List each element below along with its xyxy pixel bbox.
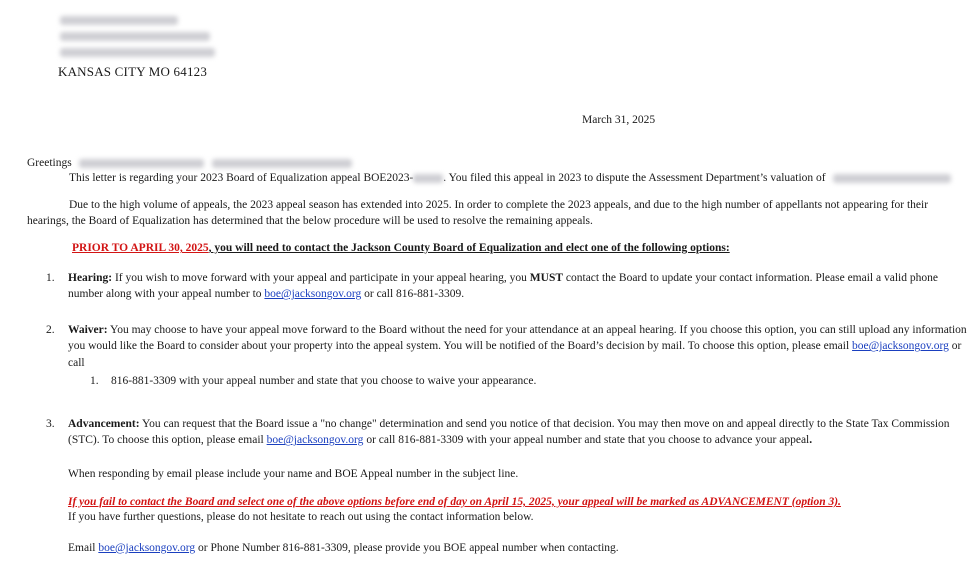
address-city-line: KANSAS CITY MO 64123: [58, 64, 208, 79]
deadline-text: , you will need to contact the Jackson County Board of Equalization and elect one of the following options:: [208, 242, 730, 254]
contact-prefix: Email: [68, 542, 99, 554]
option-2-title: Waiver:: [68, 324, 108, 336]
context-paragraph: Due to the high volume of appeals, the 2023 appeal season has extended into 2025. In order to complete the 2023 appeals, and due to the high number of appellants not appearing for their hearings, the Board of Equalization has determined that the below procedure will be used to resolve the remaining appeals.: [27, 199, 929, 228]
redacted-property: [833, 174, 951, 183]
option-2-number: 2.: [46, 324, 55, 336]
option-3-title: Advancement:: [68, 418, 140, 430]
option-1-emphasis: MUST: [529, 272, 564, 284]
deadline-statement: [72, 240, 972, 256]
intro-paragraph: [69, 170, 974, 186]
redacted-appeal-number: [413, 174, 443, 183]
option-3-email-link[interactable]: boe@jacksongov.org: [266, 434, 364, 447]
letter-date: March 31, 2025: [582, 114, 656, 126]
intro-text-1: This letter is regarding your 2023 Board of Equalization appeal BOE2023-: [69, 172, 414, 184]
option-1-email-link[interactable]: boe@jacksongov.org: [264, 288, 362, 301]
option-1-text-a: If you wish to move forward with your appeal and participate in your appeal hearing, you: [112, 272, 530, 284]
questions-note: If you have further questions, please do not hesitate to reach out using the contact information below.: [68, 511, 534, 523]
greeting-text: Greetings: [27, 157, 72, 169]
option-1-hearing: [68, 270, 974, 303]
contact-suffix: or Phone Number 816-881-3309, please provide you BOE appeal number when contacting.: [195, 542, 619, 554]
option-3-text-a: You can request that the Board issue a "no change" determination and send you notice of that decision. You may then move on and appeal directly to the State Tax Commission (STC). To choose this option, please email: [68, 418, 950, 447]
option-3-text-b: or call 816-881-3309 with your appeal number and state that you choose to advance your appeal: [363, 434, 810, 447]
warning-statement: If you fail to contact the Board and select one of the above options before end of day on April 15, 2025, your appeal will be marked as ADVANCEMENT (option 3).: [68, 496, 841, 508]
responding-note: When responding by email please include your name and BOE Appeal number in the subject line.: [68, 468, 519, 480]
option-2-text-b: or call: [68, 340, 962, 369]
option-2-waiver: [68, 322, 974, 371]
option-2-sub-text: 816-881-3309 with your appeal number and state that you choose to waive your appearance.: [111, 375, 537, 387]
deadline-date: PRIOR TO APRIL 30, 2025: [72, 242, 209, 254]
redacted-recipient: [79, 159, 204, 168]
option-2-email-link[interactable]: boe@jacksongov.org: [852, 340, 949, 353]
redacted-address-line-1: [60, 32, 210, 41]
greeting: [27, 155, 352, 171]
option-1-title: Hearing:: [68, 272, 113, 284]
intro-text-2: . You filed this appeal in 2023 to dispute the Assessment Department’s valuation of: [443, 172, 826, 184]
option-3-text-c: .: [809, 434, 813, 447]
redacted-name-line: [60, 16, 178, 25]
option-2-text-a: You may choose to have your appeal move forward to the Board without the need for your attendance at an appeal hearing. If you choose this option, you can still upload any information you would like the Board to consider about your property into the appeal system. You will be notified of the Board’s decision by mail. To choose this option, please email: [68, 324, 967, 353]
contact-line: [68, 540, 968, 556]
option-1-text-b: contact the Board to update your contact information. Please email a valid phone number along with your appeal number to: [68, 272, 938, 301]
option-1-text-c: or call 816-881-3309.: [361, 288, 465, 301]
contact-email-link[interactable]: boe@jacksongov.org: [98, 542, 196, 554]
option-1-number: 1.: [46, 272, 55, 284]
redacted-recipient-email: [212, 159, 352, 168]
option-3-number: 3.: [46, 418, 55, 430]
option-2-sub-number: 1.: [90, 375, 99, 387]
redacted-address-line-2: [60, 48, 215, 57]
option-3-advancement: [68, 416, 974, 449]
